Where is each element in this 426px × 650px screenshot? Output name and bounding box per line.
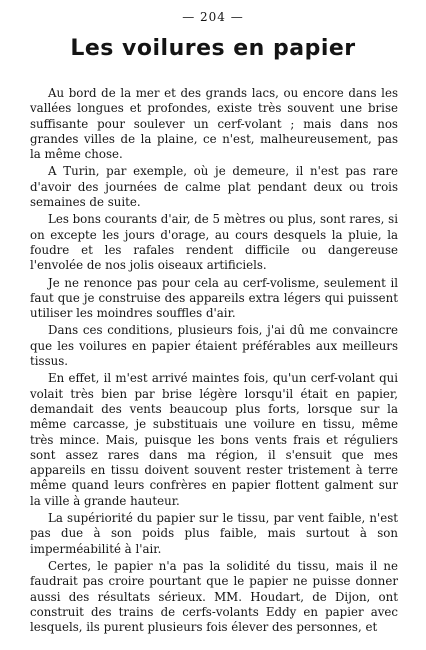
chapter-title: Les voilures en papier	[70, 36, 356, 61]
paragraph: Dans ces conditions, plusieurs fois, j'ai dû me convaincre que les voilures en papier étaient préférables aux meilleurs tissus.	[30, 323, 398, 369]
body-text	[30, 86, 398, 637]
paragraph: La supériorité du papier sur le tissu, par vent faible, n'est pas due à son poids plus faible, mais surtout à son imperméabilité à l'air.	[30, 511, 398, 556]
paragraph: A Turin, par exemple, où je demeure, il n'est pas rare d'avoir des journées de calme plat pendant deux ou trois semaines de suite.	[30, 164, 398, 210]
paragraph: Au bord de la mer et des grands lacs, ou encore dans les vallées longues et profondes, existe très souvent une brise suffisante pour soulever un cerf-volant ; mais dans nos grandes villes de la plaine, ce n'est, malheureusement, pas la même chose.	[30, 86, 398, 162]
paragraph: Certes, le papier n'a pas la solidité du tissu, mais il ne faudrait pas croire pourtant que le papier ne puisse donner aussi des résultats sérieux. MM. Houdart, de Dijon, ont construit des trains de cerfs-volants Eddy en papier avec lesquels, ils purent plusieurs fois élever des personnes, et	[30, 558, 398, 635]
paragraph: Je ne renonce pas pour cela au cerf-volisme, seulement il faut que je construise des appareils extra légers qui puissent utiliser les moindres souffles d'air.	[30, 275, 398, 321]
page-number: — 204 —	[182, 10, 244, 24]
paragraph: Les bons courants d'air, de 5 mètres ou plus, sont rares, si on excepte les jours d'orage, au cours desquels la pluie, la foudre et les rafales rendent difficile ou dangereuse l'envolée de nos jolis oiseaux artificiels.	[30, 212, 398, 273]
paragraph: En effet, il m'est arrivé maintes fois, qu'un cerf-volant qui volait très bien par brise légère lorsqu'il était en papier, demandait des vents beaucoup plus forts, lorsque sur la même carcasse, je substituais une voilure en tissu, même très mince. Mais, puisque les bons vents frais et réguliers sont assez rares dans ma région, il s'ensuit que mes appareils en tissu doivent souvent rester tristement à terre même quand leurs confrères en papier flottent galment sur la ville à grande hauteur.	[30, 371, 398, 508]
